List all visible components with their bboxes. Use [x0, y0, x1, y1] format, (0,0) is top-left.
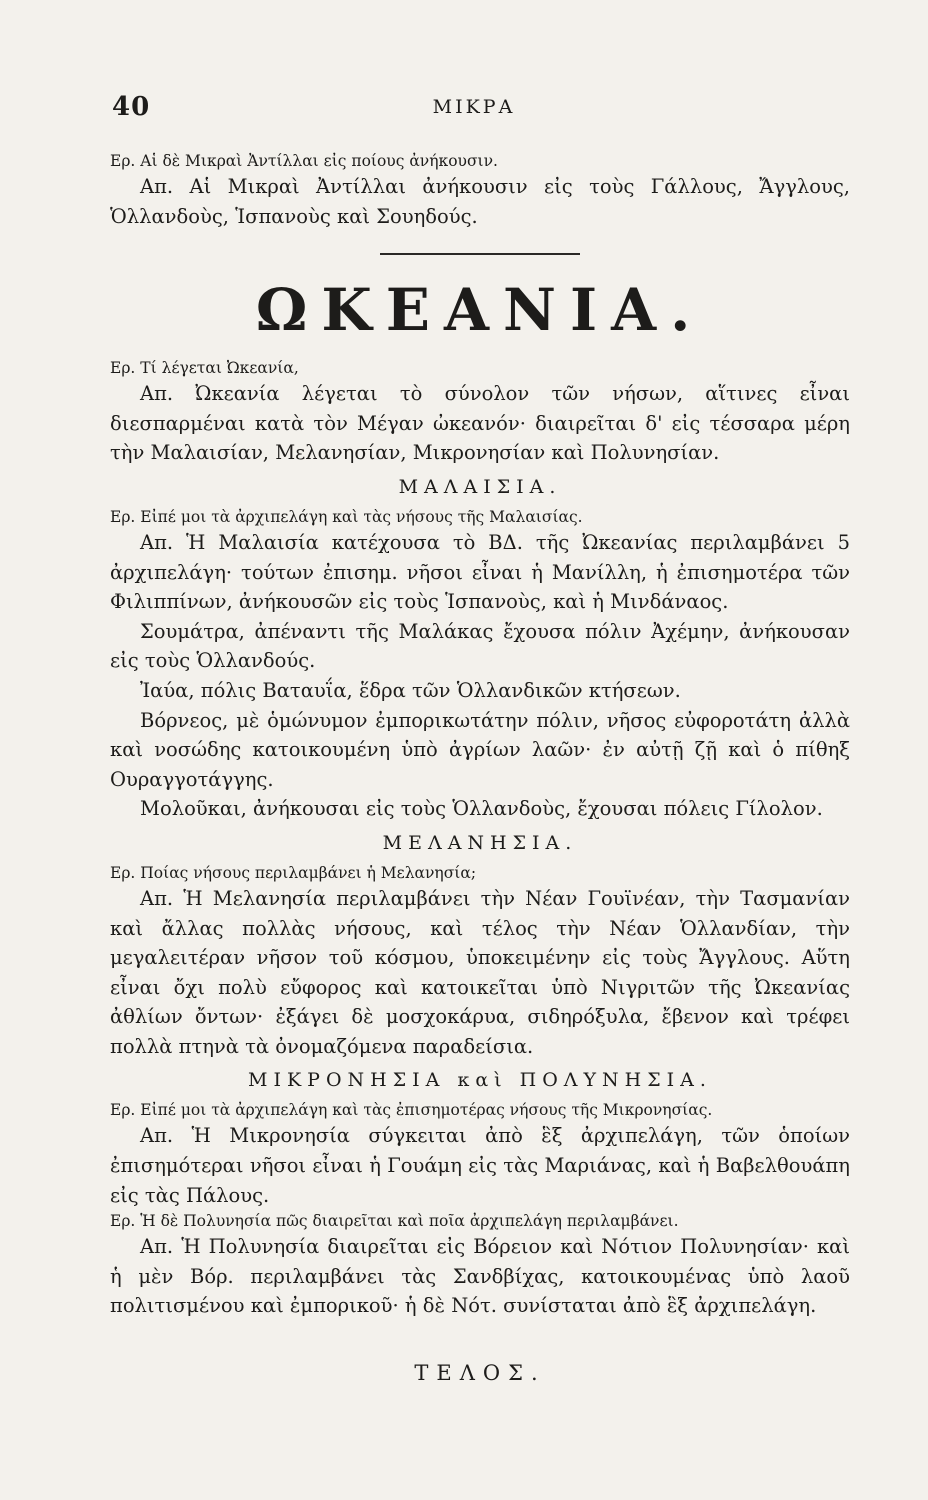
answer-polynisia: Απ. Ἡ Πολυνησία διαιρεῖται εἰς Βόρειον καὶ Νότιον Πολυνησίαν· καὶ ἡ μὲν Βόρ. περιλαμβάνει τὰς Σανδβίχας, κατοικουμένας ὑπὸ λαοῦ πολιτισμένου καὶ ἐμπορικοῦ· ἡ δὲ Νότ. συνίσταται ἀπὸ ἓξ ἀρχιπελάγη. — [110, 1235, 850, 1318]
question-malaisia: Ερ. Εἰπέ μοι τὰ ἀρχιπελάγη καὶ τὰς νήσους τῆς Μαλαισίας. — [110, 507, 583, 526]
question-melanisia: Ερ. Ποίας νήσους περιλαμβάνει ἡ Μελανησία; — [110, 863, 477, 882]
answer-borneo: Βόρνεος, μὲ ὁμώνυμον ἐμπορικωτάτην πόλιν, νῆσος εὐφοροτάτη ἀλλὰ καὶ νοσώδης κατοικουμένη ὑπὸ ἀγρίων λαῶν· ἐν αὐτῇ ζῇ καὶ ὁ πίθηξ Ουραγγοτάγγης. — [110, 708, 850, 791]
answer-sumatra: Σουμάτρα, ἀπέναντι τῆς Μαλάκας ἔχουσα πόλιν Ἀχέμην, ἀνήκουσαν εἰς τοὺς Ὁλλανδούς. — [110, 619, 850, 673]
end-mark: ΤΕΛΟΣ. — [414, 1361, 546, 1386]
answer-malaisia: Απ. Ἡ Μαλαισία κατέχουσα τὸ ΒΔ. τῆς Ὠκεανίας περιλαμβάνει 5 ἀρχιπελάγη· τούτων ἐπισημ. νῆσοι εἶναι ἡ Μανίλλη, ἡ ἐπισημοτέρα τῶν Φιλιππίνων, ἀνήκουσῶν εἰς τοὺς Ἱσπανοὺς, καὶ ἡ Μινδάναος. — [110, 530, 850, 614]
question-intro: Ερ. Αἱ δὲ Μικραὶ Ἀντίλλαι εἰς ποίους ἀνήκουσιν. — [110, 152, 498, 170]
heading-mikronisia: ΜΙΚΡΟΝΗΣΙΑ καὶ ΠΟΛΥΝΗΣΙΑ. — [248, 1069, 712, 1092]
page-header — [0, 92, 928, 132]
running-title: ΜΙΚΡΑ — [432, 96, 516, 118]
question-mikronisia: Ερ. Εἰπέ μοι τὰ ἀρχιπελάγη καὶ τὰς ἐπισημοτέρας νήσους τῆς Μικρονησίας. — [110, 1101, 713, 1120]
answer-oceania: Απ. Ὠκεανία λέγεται τὸ σύνολον τῶν νήσων, αἵτινες εἶναι διεσπαρμέναι κατὰ τὸν Μέγαν ὠκεανόν· διαιρεῖται δ' εἰς τέσσαρα μέρη τὴν Μαλαισίαν, Μελανησίαν, Μικρονησίαν καὶ Πολυνησίαν. — [110, 382, 850, 465]
answer-moluccas: Μολοῦκαι, ἀνήκουσαι εἰς τοὺς Ὁλλανδοὺς, ἔχουσαι πόλεις Γίλολον. — [140, 797, 823, 821]
question-polynisia: Ερ. Ἡ δὲ Πολυνησία πῶς διαιρεῖται καὶ ποῖα ἀρχιπελάγη περιλαμβάνει. — [110, 1212, 679, 1231]
page-body — [110, 150, 850, 1385]
answer-melanisia: Απ. Ἡ Μελανησία περιλαμβάνει τὴν Νέαν Γουϊνέαν, τὴν Τασμανίαν καὶ ἄλλας πολλὰς νήσους, καὶ τέλος τὴν Νέαν Ὁλλανδίαν, τὴν μεγαλειτέραν νῆσον τοῦ κόσμου, ὑποκειμένην εἰς τοὺς Ἄγγλους. Αὕτη εἶναι ὄχι πολὺ εὔφορος καὶ κατοικεῖται ὑπὸ Νιγριτῶν τῆς Ὠκεανίας ἀθλίων ὄντων· ἐξάγει δὲ μοσχοκάρυα, σιδηρόξυλα, ἔβενον καὶ τρέφει πολλὰ πτηνὰ τὰ ὀνομαζόμενα παραδείσια. — [110, 886, 850, 1058]
chapter-title: ΩΚΕΑΝΙΑ. — [255, 276, 705, 345]
heading-melanisia: ΜΕΛΑΝΗΣΙΑ. — [382, 831, 578, 854]
section-divider — [380, 253, 580, 255]
answer-iava: Ἰαύα, πόλις Βαταυΐα, ἕδρα τῶν Ὁλλανδικῶν κτήσεων. — [140, 678, 681, 702]
heading-malaisia: ΜΑΛΑΙΣΙΑ. — [398, 475, 562, 498]
answer-mikronisia: Απ. Ἡ Μικρονησία σύγκειται ἀπὸ ἓξ ἀρχιπελάγη, τῶν ὁποίων ἐπισημότεραι νῆσοι εἶναι ἡ Γουάμη εἰς τὰς Μαριάνας, καὶ ἡ Βαβελθουάπη εἰς τὰς Πάλους. — [110, 1124, 850, 1207]
answer-intro: Απ. Αἱ Μικραὶ Ἀντίλλαι ἀνήκουσιν εἰς τοὺς Γάλλους, Ἄγγλους, Ὁλλανδοὺς, Ἱσπανοὺς καὶ Σουηδούς. — [110, 175, 850, 228]
question-oceania: Ερ. Τί λέγεται Ὠκεανία, — [110, 359, 299, 378]
page-number: 40 — [112, 92, 151, 122]
